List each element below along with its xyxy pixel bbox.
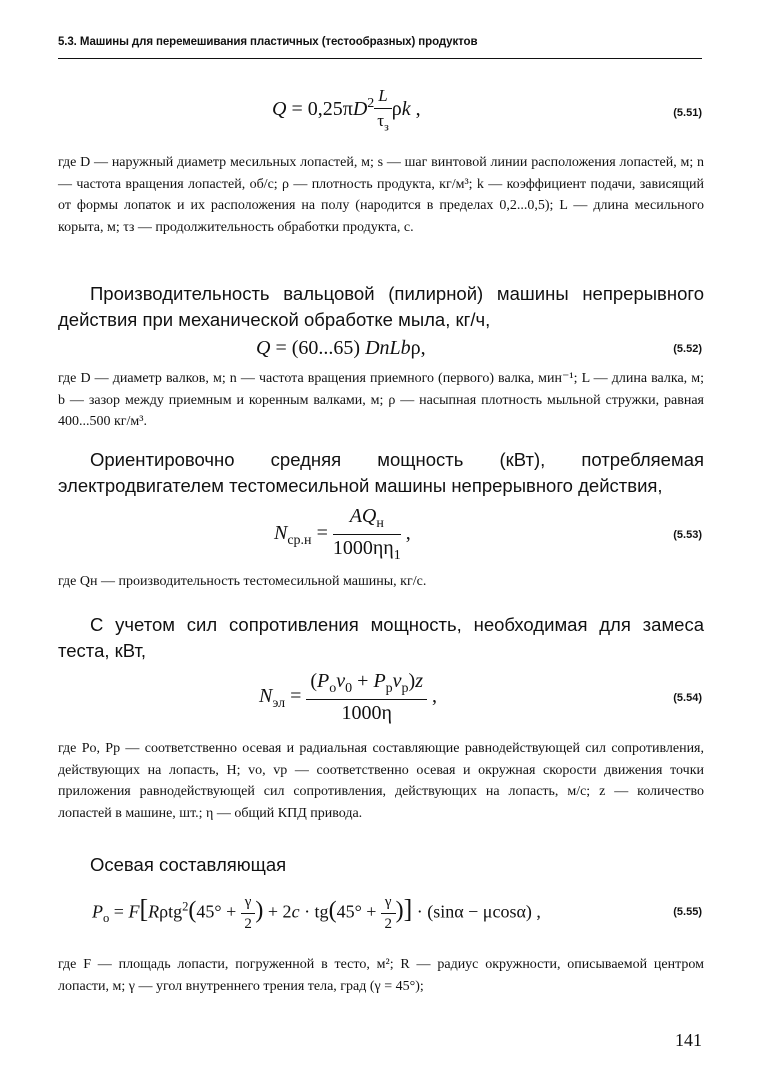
equation-number: (5.52) bbox=[673, 343, 702, 355]
paragraph: Производительность вальцовой (пилирной) машины непрерывного действия при механической обработке мыла, кг/ч, bbox=[58, 283, 704, 330]
running-header: 5.3. Машины для перемешивания пластичных (тестообразных) продуктов bbox=[58, 36, 478, 48]
paragraph: Осевая составляющая bbox=[90, 854, 287, 875]
formula-5-53: $N_{ср.н}$ = $\frac{AQ_н}{1000\eta\eta_1}$ , bbox=[274, 505, 411, 563]
text-block: где F — площадь лопасти, погруженной в тесто, м²; R — радиус окружности, описываемой центром лопасти, м; γ — угол внутреннего трения тела, град (γ = 45°); bbox=[58, 957, 704, 994]
paragraph: Ориентировочно средняя мощность (кВт), потребляемая электродвигателем тестомесильной машины непрерывного действия, bbox=[58, 449, 704, 496]
formula-5-51: $Q = 0,25\pi D^2$ $\frac{L}{\tau_з}$ ρk , bbox=[272, 86, 421, 134]
text-block: где Pо, Pр — соответственно осевая и радиальная составляющие равнодействующей сил сопротивления, действующих на лопасть, Н; vо, vр — соответственно осевая и окружная скорости движения точки приложения равнодействующей сил сопротивления, действующих на лопасть, м/с; z — количество лопастей в машине, шт.; η — общий КПД привода. bbox=[58, 741, 704, 821]
text-block: где Qн — производительность тестомесильной машины, кг/с. bbox=[58, 574, 427, 589]
text-block: где D — наружный диаметр месильных лопастей, м; s — шаг винтовой линии расположения лопастей, м; n — частота вращения лопастей, об/с; ρ — плотность продукта, кг/м³; k — коэффициент подачи, зависящий от формы лопаток и их расположения на полу (наpодится в пределах 0,2...0,5); L — длина месильного корыта, м; τз — продолжительность обработки продукта, с. bbox=[58, 155, 704, 235]
page-number: 141 bbox=[675, 1030, 702, 1050]
formula-5-54: $N_{эл}$ = $\frac{(P_оv_0 + P_рv_р)z}{1000\eta}$ , bbox=[259, 670, 438, 724]
equation-number: (5.55) bbox=[673, 906, 702, 918]
equation-number: (5.54) bbox=[673, 692, 702, 704]
text-block: где D — диаметр валков, м; n — частота вращения приемного (первого) валка, мин⁻¹; L — длина валка, м; b — зазор между приемным и коренным валками, м; ρ — насыпная плотность мыльной стружки, равная 400...500 кг/м³. bbox=[58, 371, 704, 429]
formula-5-52: Q = (60...65) DnLbρ, bbox=[256, 337, 426, 359]
paragraph: С учетом сил сопротивления мощность, необходимая для замеса теста, кВт, bbox=[58, 614, 704, 661]
header-rule bbox=[58, 58, 702, 59]
equation-number: (5.51) bbox=[673, 107, 702, 119]
formula-5-55: $P_о = F[R\rho tg^2(45^\circ$ + $\frac{\gamma}{2}$ ) + 2c · tg(45° + $\frac{\gamma}{2}$ )] · (sinα − μcosα) , bbox=[92, 894, 541, 932]
equation-number: (5.53) bbox=[673, 529, 702, 541]
